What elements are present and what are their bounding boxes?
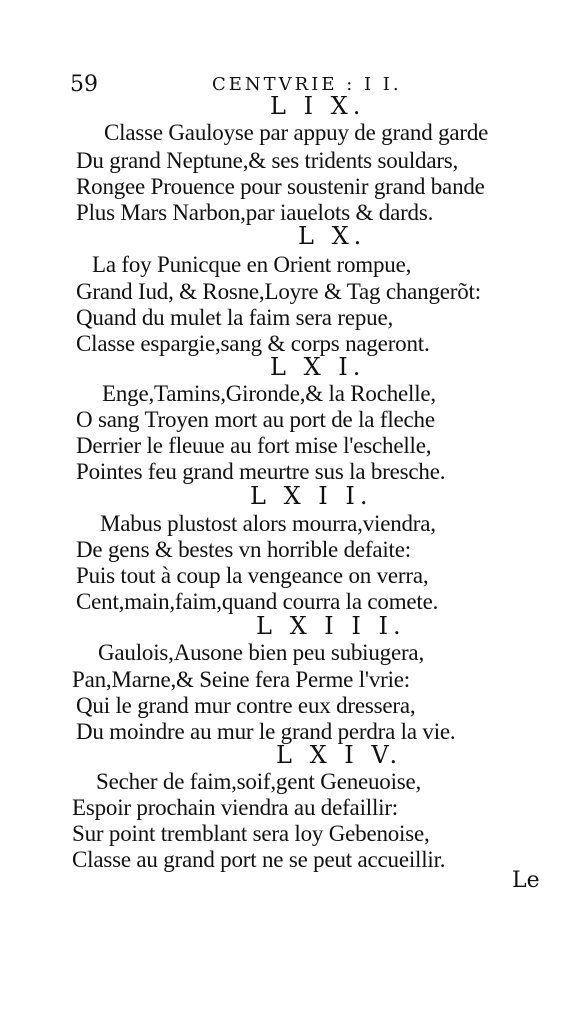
verse-line: Derrier le fleuue au fort mise l'eschelle, bbox=[76, 433, 432, 458]
verse-line: Qui le grand mur contre eux dressera, bbox=[76, 693, 416, 718]
running-head: CENTVRIE : I I. bbox=[212, 74, 402, 95]
verse-line: De gens & bestes vn horrible defaite: bbox=[76, 537, 411, 562]
verse-line: Classe au grand port ne se peut accueillir. bbox=[72, 847, 446, 872]
quatrain-number: L X I V. bbox=[276, 741, 403, 769]
verse-line: Du moindre au mur le grand perdra la vie. bbox=[76, 719, 456, 744]
quatrain-number: L X I. bbox=[270, 353, 366, 381]
quatrain-number: L X I I. bbox=[250, 482, 373, 510]
verse-line: Grand Iud, & Rosne,Loyre & Tag changerõt: bbox=[76, 279, 481, 304]
verse-line: O sang Troyen mort au port de la fleche bbox=[76, 407, 435, 432]
quatrain-number: L I X. bbox=[270, 92, 366, 120]
verse-line: Gaulois,Ausone bien peu subiugera, bbox=[98, 640, 424, 665]
page-number: 59 bbox=[70, 72, 98, 97]
quatrain-number: L X I I I. bbox=[256, 612, 406, 640]
verse-line: Du grand Neptune,& ses tridents souldars, bbox=[76, 148, 459, 173]
verse-line: Secher de faim,soif,gent Geneuoise, bbox=[96, 769, 422, 794]
verse-line: Espoir prochain viendra au defaillir: bbox=[72, 795, 398, 820]
verse-line: La foy Punicque en Orient rompue, bbox=[92, 252, 412, 277]
verse-line: Classe espargie,sang & corps nageront. bbox=[76, 331, 430, 356]
verse-line: Enge,Tamins,Gironde,& la Rochelle, bbox=[102, 381, 436, 406]
verse-line: Cent,main,faim,quand courra la comete. bbox=[76, 589, 439, 614]
verse-line: Rongee Prouence pour soustenir grand bande bbox=[76, 174, 485, 199]
verse-line: Quand du mulet la faim sera repue, bbox=[76, 305, 393, 330]
verse-line: Sur point tremblant sera loy Gebenoise, bbox=[72, 821, 430, 846]
verse-line: Classe Gauloyse par appuy de grand garde bbox=[104, 120, 489, 145]
verse-line: Plus Mars Narbon,par iauelots & dards. bbox=[76, 200, 434, 225]
verse-line: Mabus plustost alors mourra,viendra, bbox=[100, 511, 436, 536]
quatrain-number: L X. bbox=[298, 222, 367, 250]
verse-line: Puis tout à coup la vengeance on verra, bbox=[76, 563, 429, 588]
catchword: Le bbox=[512, 868, 540, 893]
verse-line: Pointes feu grand meurtre sus la bresche. bbox=[76, 459, 446, 484]
verse-line: Pan,Marne,& Seine fera Perme l'vrie: bbox=[72, 667, 410, 692]
